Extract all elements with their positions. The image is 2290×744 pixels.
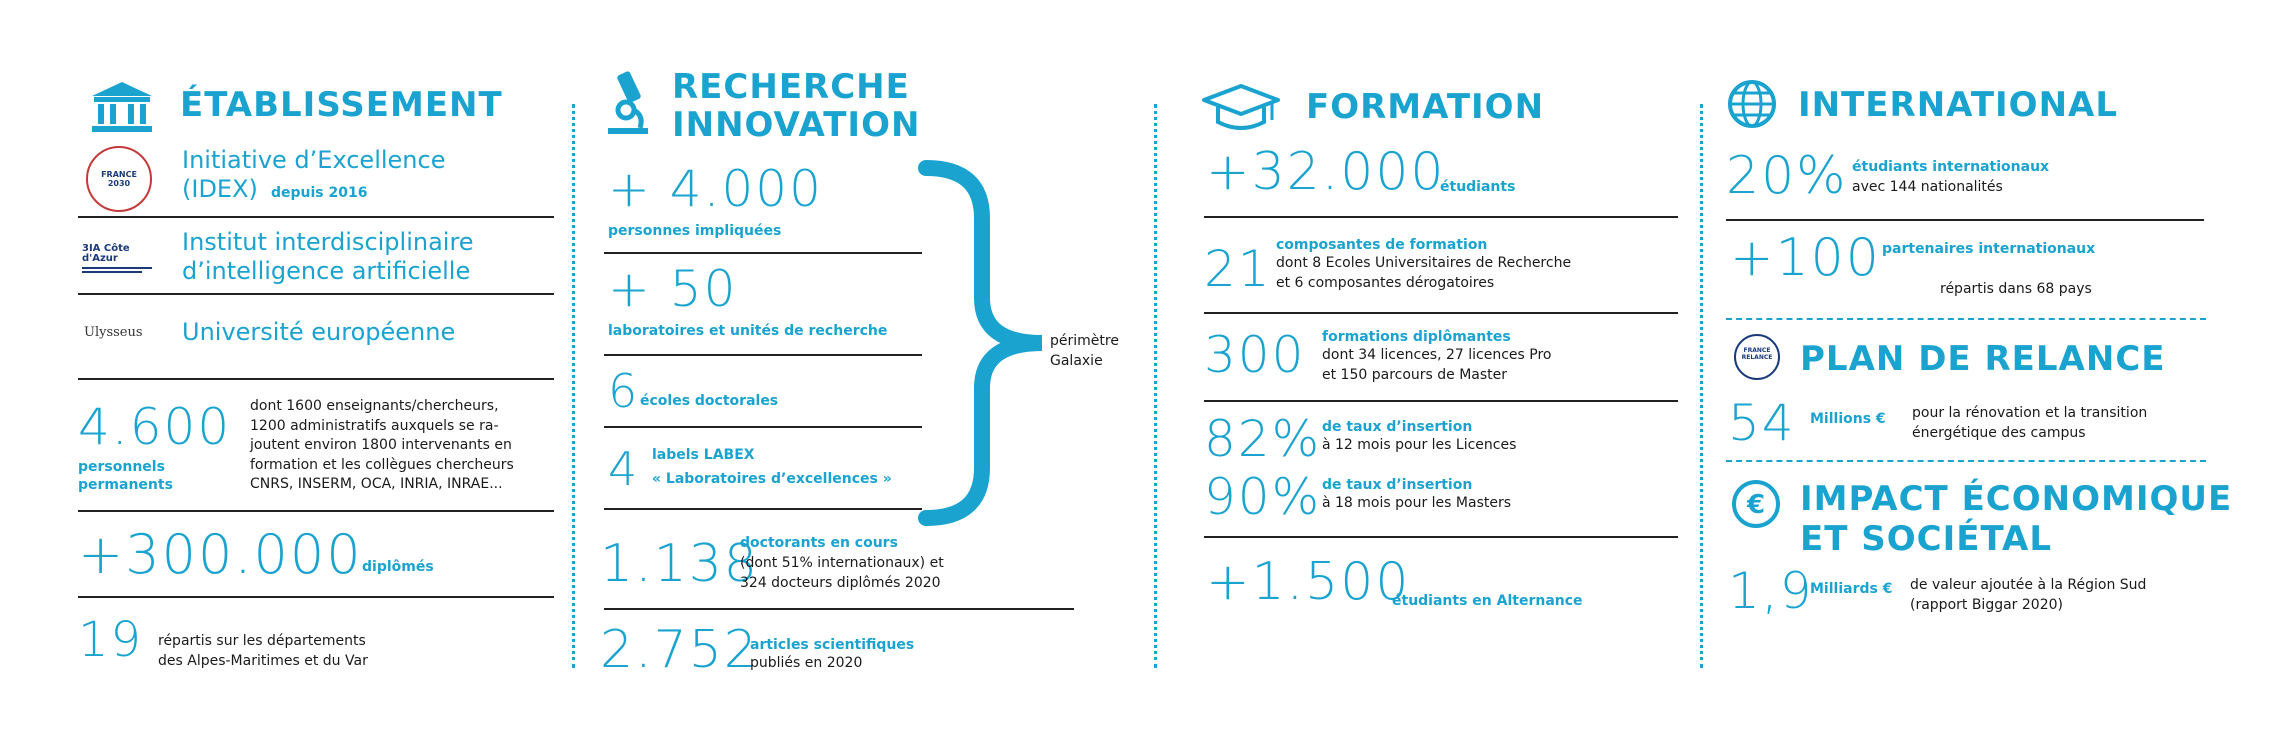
idex-line2: (IDEX) xyxy=(182,175,258,203)
insertion-licence-description: à 12 mois pour les Licences xyxy=(1322,437,1517,453)
students-label: étudiants xyxy=(1440,179,1516,195)
divider xyxy=(604,252,922,254)
doctoral-description xyxy=(740,554,944,593)
relance-label: Millions € xyxy=(1810,411,1886,427)
etab-title: ÉTABLISSEMENT xyxy=(180,85,503,125)
divider xyxy=(78,293,554,295)
france-2030-text: FRANCE 2030 xyxy=(101,170,137,188)
partners-description: répartis dans 68 pays xyxy=(1940,281,2092,297)
research-title-2: INNOVATION xyxy=(672,105,921,145)
relance-description xyxy=(1912,404,2147,443)
partners-label: partenaires internationaux xyxy=(1882,241,2096,257)
diplomas-description xyxy=(1322,346,1552,385)
insertion-licence-label: de taux d’insertion xyxy=(1322,419,1473,435)
intl-students-number: 20% xyxy=(1726,146,1848,206)
desc-line: dont 1600 enseignants/chercheurs, xyxy=(250,398,499,414)
desc-line: formation et les collègues chercheurs xyxy=(250,456,514,473)
desc-line: pour la rénovation et la transition xyxy=(1912,405,2148,421)
divider xyxy=(604,508,922,510)
france-relance-logo xyxy=(1734,334,1780,380)
articles-number: 2.752 xyxy=(600,620,759,680)
galaxie-line1: périmètre xyxy=(1050,333,1119,349)
divider xyxy=(78,216,554,218)
globe-icon xyxy=(1726,78,1778,130)
sites-description xyxy=(158,632,368,671)
insertion-master-label: de taux d’insertion xyxy=(1322,477,1473,493)
formation-title: FORMATION xyxy=(1306,87,1545,127)
staff-label-1: personnels xyxy=(78,459,165,475)
divider xyxy=(78,378,554,380)
components-label: composantes de formation xyxy=(1276,237,1488,253)
desc-line: dont 8 Ecoles Universitaires de Recherche xyxy=(1276,255,1572,271)
column-separator xyxy=(1700,104,1703,668)
building-icon xyxy=(90,80,154,134)
univ-europeenne: Université européenne xyxy=(182,318,456,346)
alternance-label: étudiants en Alternance xyxy=(1392,593,1583,609)
intl-students-description: avec 144 nationalités xyxy=(1852,179,2003,195)
divider xyxy=(1726,219,2204,221)
desc-line: et 150 parcours de Master xyxy=(1322,366,1508,383)
articles-description: publiés en 2020 xyxy=(750,655,863,671)
intl-students-label: étudiants internationaux xyxy=(1852,159,2050,175)
brace-icon xyxy=(912,158,1052,528)
sia-logo-text: 3IA Côte d'Azur xyxy=(82,243,130,264)
doctoral-label: doctorants en cours xyxy=(740,535,898,551)
divider xyxy=(604,354,922,356)
desc-line: (dont 51% internationaux) et xyxy=(740,555,944,571)
divider xyxy=(1204,312,1678,314)
diplomas-number: 300 xyxy=(1204,326,1306,384)
divider xyxy=(604,608,1074,610)
articles-label: articles scientifiques xyxy=(750,637,915,653)
graduates-label: diplômés xyxy=(362,559,434,575)
labex-number: 4 xyxy=(608,442,640,496)
impact-title-1: IMPACT ÉCONOMIQUE xyxy=(1800,479,2233,519)
ulysseus-logo: Ulysseus xyxy=(84,325,143,340)
components-number: 21 xyxy=(1204,240,1272,298)
components-description xyxy=(1276,254,1571,293)
desc-line: CNRS, INSERM, OCA, INRIA, INRAE... xyxy=(250,476,503,493)
alternance-number: +1.500 xyxy=(1206,552,1411,612)
graduation-cap-icon xyxy=(1200,82,1282,132)
svg-text:€: € xyxy=(1746,490,1766,520)
divider xyxy=(78,596,554,598)
column-separator xyxy=(1154,104,1157,668)
france-relance-text: FRANCE RELANCE xyxy=(1741,347,1773,362)
labex-label-2: « Laboratoires d’excellences » xyxy=(652,471,892,487)
doctoral-number: 1.138 xyxy=(600,534,759,594)
dashed-divider xyxy=(1726,460,2206,462)
doctoral-schools-label: écoles doctorales xyxy=(640,393,779,409)
divider xyxy=(78,510,554,512)
microscope-icon xyxy=(604,70,652,136)
labs-number: + 50 xyxy=(608,260,738,318)
insertion-master-number: 90% xyxy=(1204,468,1322,526)
graduates-number: +300.000 xyxy=(78,523,363,586)
partners-number: +100 xyxy=(1730,228,1881,288)
desc-line: répartis sur les départements xyxy=(158,633,366,649)
staff-number: 4.600 xyxy=(78,398,232,456)
idex-since: depuis 2016 xyxy=(270,185,368,201)
desc-line: 1200 administratifs auxquels se ra- xyxy=(250,417,499,434)
divider xyxy=(1204,536,1678,538)
idex-line1: Initiative d’Excellence xyxy=(182,146,446,174)
institute-line2: d’intelligence artificielle xyxy=(182,257,471,285)
euro-icon xyxy=(1730,478,1782,530)
relance-title: PLAN DE RELANCE xyxy=(1800,339,2166,379)
desc-line: et 6 composantes dérogatoires xyxy=(1276,274,1495,291)
galaxie-line2: Galaxie xyxy=(1050,353,1103,369)
international-title: INTERNATIONAL xyxy=(1798,85,2119,125)
diplomas-label: formations diplômantes xyxy=(1322,329,1511,345)
students-number: +32.000 xyxy=(1206,142,1446,202)
dashed-divider xyxy=(1726,318,2206,320)
insertion-master-description: à 18 mois pour les Masters xyxy=(1322,495,1512,511)
labs-label: laboratoires et unités de recherche xyxy=(608,323,888,339)
staff-label-2: permanents xyxy=(78,477,173,493)
impact-label: Milliards € xyxy=(1810,581,1893,597)
divider xyxy=(604,426,922,428)
france-2030-logo xyxy=(86,146,152,212)
desc-line: énergétique des campus xyxy=(1912,424,2086,441)
doctoral-schools-number: 6 xyxy=(608,364,640,418)
idex-line2-wrap xyxy=(182,175,367,204)
impact-description xyxy=(1910,576,2146,615)
relance-number: 54 xyxy=(1728,394,1796,452)
desc-line: 324 docteurs diplômés 2020 xyxy=(740,574,941,591)
sites-number: 19 xyxy=(78,612,144,668)
sia-logo xyxy=(82,244,160,270)
people-label: personnes impliquées xyxy=(608,223,782,239)
desc-line: dont 34 licences, 27 licences Pro xyxy=(1322,347,1552,363)
divider xyxy=(1204,400,1678,402)
divider xyxy=(1204,216,1678,218)
impact-title-2: ET SOCIÉTAL xyxy=(1800,519,2053,559)
desc-line: de valeur ajoutée à la Région Sud xyxy=(1910,577,2147,593)
staff-description xyxy=(250,397,514,495)
insertion-licence-number: 82% xyxy=(1204,410,1322,468)
desc-line: (rapport Biggar 2020) xyxy=(1910,596,2063,613)
labex-label-1: labels LABEX xyxy=(652,447,755,463)
column-separator xyxy=(572,104,575,668)
desc-line: joutent environ 1800 intervenants en xyxy=(250,437,512,454)
people-number: + 4.000 xyxy=(608,160,823,218)
research-title-1: RECHERCHE xyxy=(672,67,910,107)
institute-line1: Institut interdisciplinaire xyxy=(182,228,474,256)
impact-number: 1,9 xyxy=(1728,562,1814,620)
desc-line: des Alpes-Maritimes et du Var xyxy=(158,652,368,669)
